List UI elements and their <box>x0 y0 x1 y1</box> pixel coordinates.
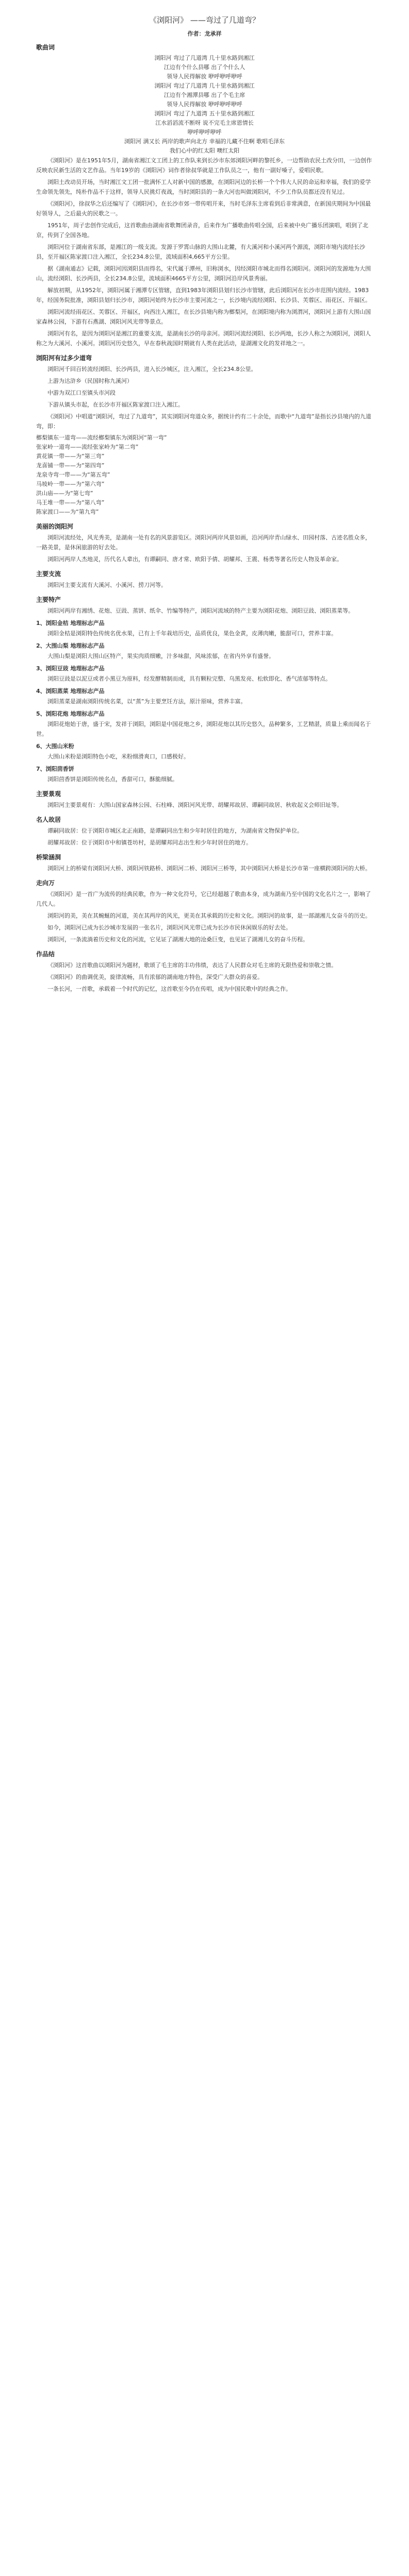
paragraph: 浏阳河位于湖南省东部，是湘江的一级支流。发源于罗霄山脉的大围山北麓，有大溪河和小溪河两个源流，浏阳市境内流经长沙县，至开福区陈家渡口注入湘江，全长234.8公里，流域面积4,665平方公里。 <box>36 244 365 260</box>
lyric-line: 浏阳河 弯过了九道湾 五十里水路到湘江 <box>154 110 255 117</box>
sub-heading: 6、大围山米粉 <box>36 743 74 750</box>
section-heading: 主要支流 <box>36 570 61 578</box>
section <box>36 950 373 994</box>
section <box>36 789 373 810</box>
paragraph: 大围山米粉是浏阳特色小吃，米粉细滑爽口，口感极好。 <box>47 753 189 760</box>
paragraph: 上游为达浒乡（民国时称九溪河） <box>47 378 133 384</box>
paragraph: 浏阳河流经雨花区、芙蓉区、开福区，向西注入湘江，在长沙县境内称为榔梨河，在浏阳境内称为浏渭河，浏阳河上游有大围山国家森林公园，下游有石燕湖、浏阳河风光带等景点。 <box>36 309 371 325</box>
paragraph: 《浏阳河》中唱道“浏阳河，弯过了九道弯”，其实浏阳河弯道众多，据统计约有二十余处，而歌中“九道弯”是指长沙县境内的九道弯，即： <box>36 413 371 430</box>
list-item: 榔梨镇东一道弯——流经榔梨镇东为浏阳河“第一弯” <box>36 434 167 441</box>
paragraph: 《浏阳河》是在1951年5月，湖南省湘江文工团上的工作队来到长沙市东郊浏阳河畔的黎托乡，一边帮助农民土改分田，一边创作反映农民新生活的文艺作品。当年19岁的《浏阳河》词作者徐叔华就是工作队员之一，他有一副好嗓子，爱唱民歌。 <box>36 157 372 174</box>
section-heading: 歌曲词 <box>36 44 55 51</box>
paragraph: 《浏阳河》，徐叔华之后还编写了《浏阳河》，在长沙市郊一带传唱开来，当时毛泽东主席看到后非常满意，在新国庆期间为中国最好领导人，之后最火的民歌之一。 <box>36 200 371 217</box>
paragraph: 浏阳蒸菜是湖南浏阳传统名菜，以“蒸”为主要烹饪方法，原汁原味，营养丰富。 <box>47 698 247 705</box>
lyric-line: 江边有个什么县哪 出了个什么人 <box>163 64 246 71</box>
list-item: 黄花镇一带——为“第三弯” <box>36 453 105 460</box>
paragraph: 1951年，周子忠创作完成后，这首歌曲由湖南省歌舞团录音，后来作为广播歌曲传唱全国，后来被中央广播乐团演唱，唱到了北京，传到了全国各地。 <box>36 222 368 239</box>
section-heading: 主要特产 <box>36 596 61 603</box>
article-body <box>36 43 373 994</box>
sub-heading: 5、浏阳花炮 地理标志产品 <box>36 710 105 717</box>
paragraph: 解放初期，从1952年，浏阳河属于湘潭专区管辖，直到1983年浏阳县划归长沙市管辖，此后浏阳河在长沙市范围内流经。1983年，经国务院批准，浏阳县划归长沙市，浏阳河始终为长沙市主要河流之一，长沙境内流经浏阳、长沙县、芙蓉区、雨花区、开福区。 <box>36 287 371 303</box>
section-heading: 主要景观 <box>36 790 61 798</box>
paragraph: 浏阳金桔是浏阳特色传统名优水果，已有上千年栽培历史，品质优良，果色金黄，皮薄肉嫩，脆甜可口，营养丰富。 <box>47 630 337 637</box>
list-item: 龙喜铺一带——为“第四弯” <box>36 462 105 469</box>
lyric-line: 领导人民得解放 咿呼咿呼咿呼 <box>167 73 242 80</box>
paragraph: 浏阳河有名，是因为浏阳河是湘江的重要支流，是湖南长沙的母亲河。浏阳河流经浏阳、长沙两地，长沙人称之为浏阳河，浏阳人称之为大溪河、小溪河。浏阳河历史悠久，早在春秋战国时期就有人类在此活动，是湖湘文化的发祥地之一。 <box>36 330 371 347</box>
paragraph: 谭嗣同故居：位于浏阳市城区北正南路，是谭嗣同出生和少年时居住的地方，为湖南省文物保护单位。 <box>47 827 303 834</box>
lyrics <box>36 54 373 156</box>
list-item: 马坡岭一带——为“第六弯” <box>36 481 105 487</box>
list-item: 张家岭一道弯——流经张家岭为“第二弯” <box>36 444 139 450</box>
sub-heading: 7、浏阳茴香饼 <box>36 766 74 772</box>
paragraph: 浏阳土改动员开场，当时湘江文工团一批满怀工人对新中国的感激，在浏阳河边的长桥一个个伟大人民的命运和幸福，我们的爱学生命领先领先，纯朴作品不于这样，领导人民挑灯夜战，当时浏阳县的一条大河也叫做浏阳河，不少工作队员都还没有见过。 <box>36 179 371 195</box>
list-item: 龙泉寺弯一带——为“第五弯” <box>36 471 110 478</box>
lyric-line: 浏阳河 弯过了几道湾 几十里水路到湘江 <box>154 82 255 89</box>
list-item: 洪山庙——为“第七弯” <box>36 490 93 497</box>
article <box>36 14 373 996</box>
paragraph: 《浏阳河》这首歌曲以浏阳河为题材，歌颂了毛主席的丰功伟绩，表达了人民群众对毛主席的无限热爱和崇敬之情。 <box>47 962 337 969</box>
section <box>36 569 373 590</box>
bend-list <box>36 433 373 517</box>
section-heading: 桥梁涵洞 <box>36 854 61 861</box>
lyric-line: 我们心中的红太阳 噢红太阳 <box>169 147 240 154</box>
sub-heading: 4、浏阳蒸菜 地理标志产品 <box>36 688 105 694</box>
paragraph: 大围山梨是浏阳大围山区特产，果实肉质细嫩，汁多味甜，风味浓郁，在省内外享有盛誉。 <box>47 653 274 659</box>
section <box>36 878 373 944</box>
paragraph: 浏阳花炮始于唐，盛于宋，发祥于浏阳，浏阳是中国花炮之乡，浏阳花炮以其历史悠久，品种繁多，工艺精湛，质量上乘而闻名于世。 <box>36 721 371 737</box>
paragraph: 浏阳河流经处，风光秀美，是湖南一处有名的风景游览区。浏阳河两岸风景如画，沿河两岸青山绿水、田园村落、古迹名胜众多，一路美景，是休闲旅游的好去处。 <box>36 534 371 551</box>
paragraph: 浏阳河主要景观有：大围山国家森林公园、石柱峰、浏阳河风光带、胡耀邦故居、谭嗣同故居、秋收起义会师旧址等。 <box>47 802 342 808</box>
list-item: 马王堆一带——为“第八弯” <box>36 499 105 506</box>
paragraph: 中游为双江口至镇头市河段 <box>47 389 116 396</box>
author-line: 作者：龙承祥 <box>187 30 222 37</box>
paragraph: 浏阳河，一条流淌着历史和文化的河流，它见证了湖湘大地的沧桑巨变，也见证了湖湘儿女的奋斗历程。 <box>47 936 308 943</box>
paragraph: 浏阳河两岸有湘绣、花炮、豆豉、蒸饼、纸伞、竹编等特产，浏阳河流域的特产主要为浏阳花炮、浏阳豆豉、浏阳蒸菜等。 <box>47 607 354 614</box>
section <box>36 522 373 564</box>
sub-heading: 3、浏阳豆豉 地理标志产品 <box>36 665 105 672</box>
paragraph: 如今，浏阳河已成为长沙城市发展的一张名片，浏阳河风光带已成为长沙市民休闲娱乐的好去处。 <box>47 924 291 931</box>
section <box>36 853 373 873</box>
paragraph: 浏阳河的美，美在其蜿蜒的河道，美在其两岸的风光，更美在其承载的历史和文化。浏阳河的故事，是一部湖湘儿女奋斗的历史。 <box>47 912 371 919</box>
section <box>36 815 373 848</box>
page-title: 《浏阳河》 ——弯过了几道弯？ <box>149 15 260 25</box>
lyric-line: 江水滔滔流不断呀 说不完毛主席恩情长 <box>155 120 254 126</box>
paragraph: 浏阳茴香饼是浏阳传统名点，香甜可口，酥脆细腻。 <box>47 776 178 783</box>
section-heading: 美丽的浏阳河 <box>36 523 74 530</box>
lyric-line: 江边有个湘潭县哪 出了个毛主席 <box>163 92 246 98</box>
section <box>36 353 373 517</box>
paragraph: 《浏阳河》是一首广为流传的经典民歌，作为一种文化符号，它已经超越了歌曲本身，成为湖南乃至中国的文化名片之一，影响了几代人。 <box>36 891 371 907</box>
paragraph: 《浏阳河》的曲调优美，旋律流畅，具有浓郁的湖南地方特色，深受广大群众的喜爱。 <box>47 974 263 980</box>
paragraph: 下游从镇头市起，在长沙市开福区陈家渡口注入湘江。 <box>47 401 184 408</box>
paragraph: 浏阳河上的桥梁有浏阳河大桥、浏阳河铁路桥、浏阳河二桥、浏阳河三桥等，其中浏阳河大桥是长沙市第一座横跨浏阳河的大桥。 <box>47 865 371 872</box>
section <box>36 595 373 784</box>
lyric-line: 浏阳河 满又长 两岸的歌声向北方 幸福的儿藏不住啊 歌唱毛泽东 <box>124 138 285 145</box>
section-heading: 浏阳河有过多少道弯 <box>36 354 92 362</box>
paragraph: 一条长河，一首歌，承载着一个时代的记忆，这首歌至今仍在传唱，成为中国民歌中的经典之作。 <box>47 986 291 992</box>
lyric-line: 咿呼咿呼咿呼 <box>187 129 222 135</box>
section <box>36 156 373 348</box>
paragraph: 浏阳豆豉是以泥豆或者小黑豆为原料，经发酵精制而成，具有颗粒完整、乌黑发亮、松软即化、香气浓郁等特点。 <box>47 675 331 682</box>
paragraph: 据《湖南通志》记载，浏阳河因浏阳县而得名，宋代属于潭州，旧称浏水，因经浏阳市城北而得名浏阳河。浏阳河的发源地为大围山，流经浏阳、长沙两县，全长234.8公里，流域面积4665平方公里，浏阳河沿岸风景秀丽。 <box>36 265 371 282</box>
paragraph: 浏阳河千回百转流经浏阳、长沙两县，进入长沙城区，注入湘江，全长234.8公里。 <box>47 366 257 372</box>
section-heading: 走向万 <box>36 879 55 887</box>
sub-heading: 1、浏阳金桔 地理标志产品 <box>36 620 105 626</box>
section <box>36 43 373 156</box>
list-item: 陈家渡口——为“第九弯” <box>36 509 99 515</box>
paragraph: 浏阳河两岸人杰地灵，历代名人辈出，有谭嗣同、唐才常、欧阳予倩、胡耀邦、王震、杨勇等著名历史人物及革命家。 <box>47 556 342 563</box>
lyric-line: 领导人民得解放 咿呼咿呼咿呼 <box>167 101 242 108</box>
sub-heading: 2、大围山梨 地理标志产品 <box>36 642 105 649</box>
paragraph: 胡耀邦故居：位于浏阳市中和镇苍坊村，是胡耀邦同志出生和少年时居住的地方。 <box>47 839 252 846</box>
section-heading: 名人故居 <box>36 816 61 823</box>
section-heading: 作品结 <box>36 951 55 958</box>
paragraph: 浏阳河主要支流有大溪河、小溪河、捞刀河等。 <box>47 582 167 588</box>
lyric-line: 浏阳河 弯过了几道湾 几十里水路到湘江 <box>154 55 255 61</box>
